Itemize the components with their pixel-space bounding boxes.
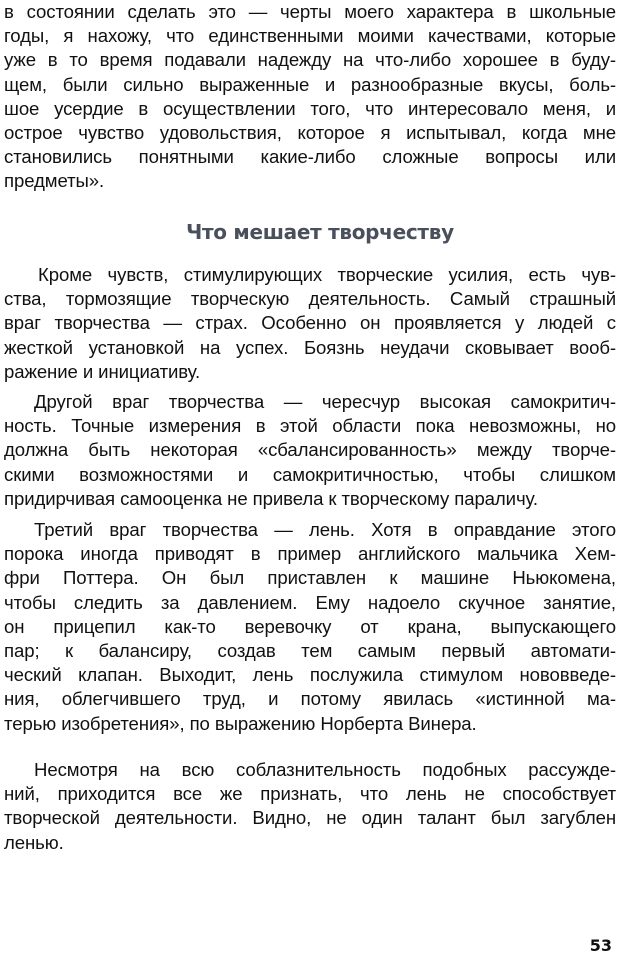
- text-line: скими возможностями и самокритичностью, чтобы слишком: [4, 463, 616, 485]
- text-line: фри Поттера. Он был приставлен к машине Ньюкомена,: [4, 567, 616, 589]
- paragraph-conclusion: [4, 758, 616, 855]
- text-line: ния, облегчившего труд, и потому явилась «истинной ма-: [4, 688, 616, 710]
- text-line: шое усердие в осуществлении того, что интересовало меня, и: [4, 97, 616, 119]
- text-line: Кроме чувств, стимулирующих творческие усилия, есть чув-: [38, 264, 616, 285]
- text-line: ческий клапан. Выходит, лень послужила стимулом нововведе-: [4, 664, 616, 686]
- text-line: ленью.: [4, 831, 64, 853]
- text-line: уже в то время подавали надежду на что-либо хорошее в буду-: [4, 49, 616, 71]
- text-line: жесткой установкой на успех. Боязнь неудачи сковывает вооб-: [4, 336, 616, 358]
- text-line: пар; к балансиру, создав тем самым первый автомати-: [4, 639, 616, 661]
- text-line: он прицепил как-то веревочку от крана, выпускающего: [4, 615, 616, 637]
- text-line: порока иногда приводят в пример английского мальчика Хем-: [4, 543, 616, 565]
- text-line: враг творчества — страх. Особенно он проявляется у людей с: [4, 312, 616, 334]
- text-line: Другой враг творчества — чересчур высокая самокритич-: [34, 391, 616, 412]
- paragraph-fear: [4, 263, 616, 384]
- text-line: ность. Точные измерения в этой области пока невозможны, но: [4, 415, 616, 437]
- text-line: предметы».: [4, 170, 105, 192]
- text-line: творческой деятельности. Видно, не один талант был загублен: [4, 807, 616, 829]
- text-line: ства, тормозящие творческую деятельность. Самый страшный: [4, 288, 616, 310]
- text-line: терью изобретения», по выражению Норберта Винера.: [4, 712, 477, 734]
- text-line: ражение и инициативу.: [4, 360, 201, 382]
- text-line: годы, я нахожу, что единственными моими качествами, которые: [4, 25, 616, 47]
- text-line: щем, были сильно выраженные и разнообразные вкусы, боль-: [4, 73, 616, 95]
- page-number: 53: [589, 936, 612, 955]
- text-line: должна быть некоторая «сбалансированность» между творче-: [4, 439, 616, 461]
- paragraph-self-criticism: [4, 390, 616, 511]
- text-line: острое чувство удовольствия, которое я испытывал, когда мне: [4, 121, 616, 143]
- text-line: чтобы следить за давлением. Ему надоело скучное занятие,: [4, 591, 616, 613]
- section-heading: Что мешает творчеству: [186, 220, 454, 244]
- text-line: придирчивая самооценка не привела к творческому параличу.: [4, 487, 538, 509]
- text-line: Третий враг творчества — лень. Хотя в оправдание этого: [34, 519, 616, 540]
- text-line: становились понятными какие-либо сложные вопросы или: [4, 146, 616, 168]
- intro-paragraph: [4, 0, 616, 194]
- text-line: ний, приходится все же признать, что лень не способствует: [4, 783, 616, 805]
- text-line: Несмотря на всю соблазнительность подобных рассужде-: [34, 759, 616, 780]
- text-line: в состоянии сделать это — черты моего характера в школьные: [4, 1, 616, 22]
- paragraph-laziness: [4, 518, 616, 736]
